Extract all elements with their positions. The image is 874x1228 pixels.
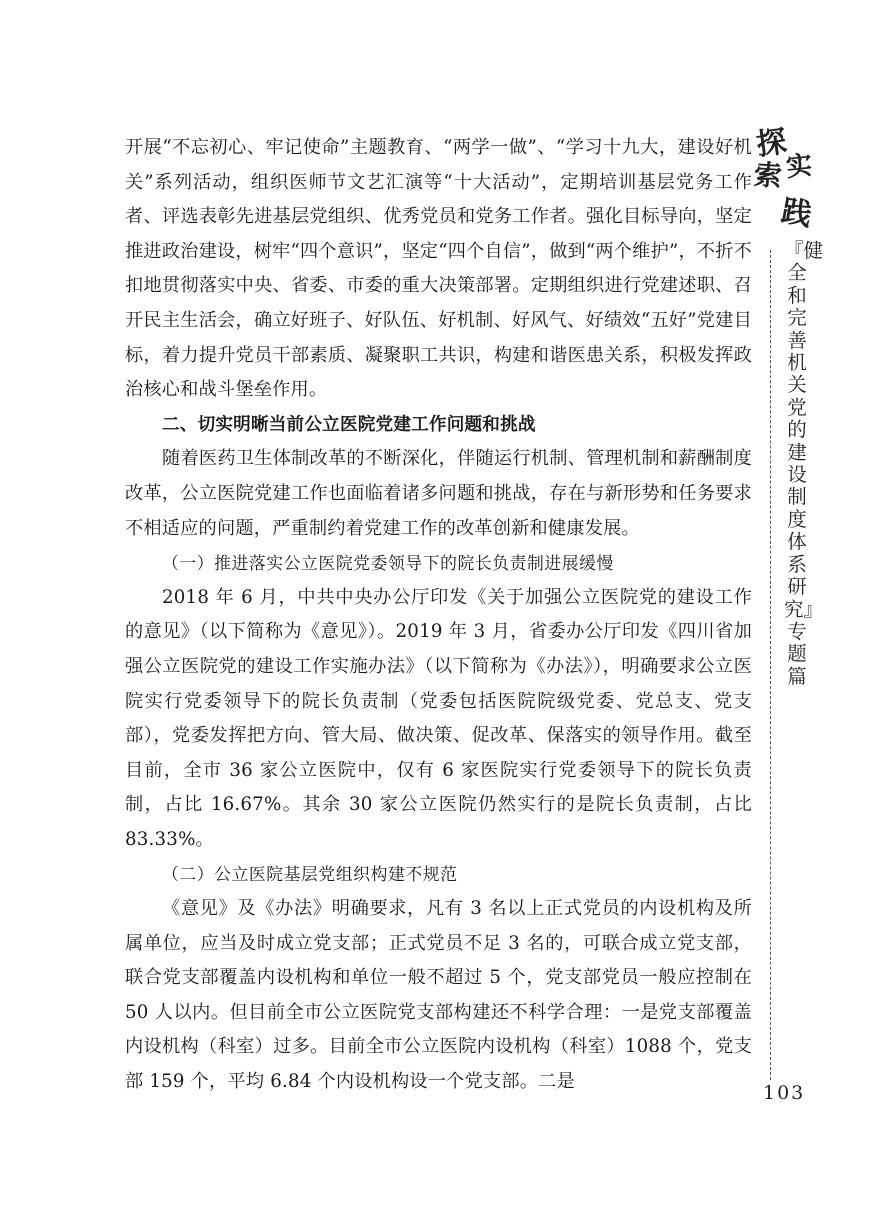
logo-char: 索 (752, 158, 784, 193)
paragraph: 随着医药卫生体制改革的不断深化，伴随运行机制、管理机制和薪酬制度改革，公立医院党建工作也面临着诸多问题和挑战，存在与新形势和任务要求不相适应的问题，严重制约着党建工作的改革创新和健康发展。 (125, 448, 752, 539)
logo-char: 践 (778, 193, 815, 234)
calligraphy-logo (752, 118, 822, 234)
paragraph: 《意见》及《办法》明确要求，凡有 3 名以上正式党员的内设机构及所属单位，应当及时成立党支部；正式党员不足 3 名的，可联合成立党支部，联合党支部覆盖内设机构和单位一般不超过 5 个，党支部党员一般应控制在 50 人以内。但目前全市公立医院党支部构建还不科学合理：一是党支部覆盖内设机构（科室）过多。目前全市公立医院内设机构（科室）1088 个，党支部 159 个，平均 6.84 个内设机构设一个党支部。二是 (125, 898, 752, 1093)
logo-char: 实 (784, 150, 814, 184)
paragraph: 2018 年 6 月，中共中央办公厅印发《关于加强公立医院党的建设工作的意见》（以下简称为《意见》）。2019 年 3 月，省委办公厅印发《四川省加强公立医院党的建设工作实施办法》（以下简称为《办法》），明确要求公立医院实行党委领导下的院长负责制（党委包括医院院级党委、党总支、党支部），党委发挥把方向、管大局、做决策、促改革、保落实的领导作用。截至目前，全市 36 家公立医院中，仅有 6 家医院实行党委领导下的院长负责制，占比 16.67%。其余 30 家公立医院仍然实行的是院长负责制，占比 83.33%。 (125, 586, 752, 850)
page-number: 103 (763, 1082, 806, 1104)
running-section-title: 『健全和完善机关党的建设制度体系研究』专题篇 (784, 239, 824, 688)
logo-char: 探 (754, 124, 789, 163)
section-heading: 二、切实明晰当前公立医院党建工作问题和挑战 (162, 414, 536, 435)
side-dashed-rule (770, 250, 771, 1080)
subsection-heading: （一）推进落实公立医院党委领导下的院长负责制进展缓慢 (162, 553, 614, 574)
subsection-heading: （二）公立医院基层党组织构建不规范 (162, 864, 458, 885)
paragraph-continuation: 开展“不忘初心、牢记使命”主题教育、“两学一做”、“学习十九大，建设好机关”系列活动，组织医师节文艺汇演等“十大活动”，定期培训基层党务工作者、评选表彰先进基层党组织、优秀党员和党务工作者。强化目标导向，坚定推进政治建设，树牢“四个意识”，坚定“四个自信”，做到“两个维护”，不折不扣地贯彻落实中央、省委、市委的重大决策部署。定期组织进行党建述职、召开民主生活会，确立好班子、好队伍、好机制、好风气、好绩效“五好”党建目标，着力提升党员干部素质、凝聚职工共识，构建和谐医患关系，积极发挥政治核心和战斗堡垒作用。 (125, 137, 753, 401)
body-text (125, 131, 752, 1100)
